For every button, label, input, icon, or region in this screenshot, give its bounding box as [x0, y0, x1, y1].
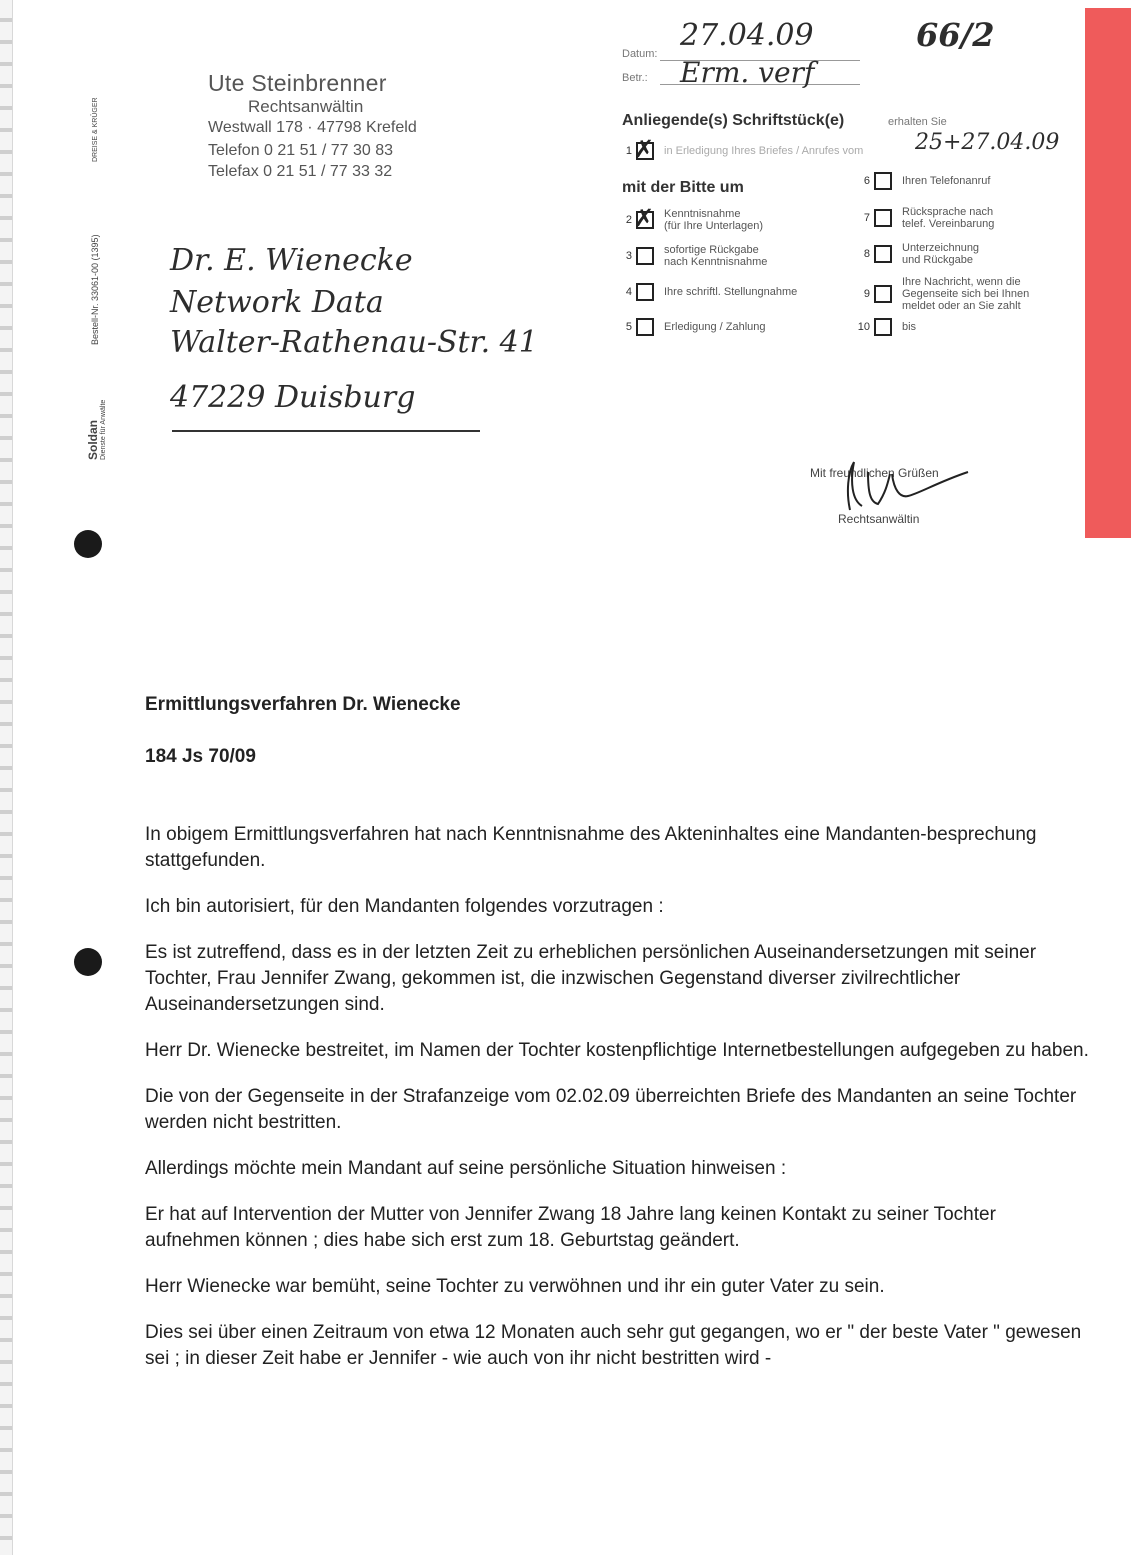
option-1[interactable]	[618, 135, 864, 163]
option-label: Ihre Nachricht, wenn die Gegenseite sich bei Ihnen meldet oder an Sie zahlt	[902, 276, 1030, 312]
enclosed-suffix: erhalten Sie	[888, 116, 947, 128]
checkbox[interactable]	[874, 285, 892, 303]
checkbox[interactable]	[634, 204, 655, 232]
option-label: Unterzeichnung und Rückgabe	[902, 242, 980, 266]
date-handwritten: 27.04.09	[680, 18, 814, 53]
recipient-line-4: 47229 Duisburg	[170, 380, 416, 415]
paragraph: Die von der Gegenseite in der Strafanzeige vom 02.02.09 überreichten Briefe des Mandanten an seine Tochter werden nicht bestritten.	[145, 1086, 1077, 1133]
checkbox[interactable]	[874, 245, 892, 263]
checkbox[interactable]	[636, 283, 654, 301]
checkbox[interactable]	[636, 247, 654, 265]
sender-name: Ute Steinbrenner	[208, 70, 387, 96]
option-number: 5	[625, 321, 632, 333]
paragraph: Ich bin autorisiert, für den Mandanten folgendes vorzutragen :	[145, 896, 664, 917]
date-label: Datum:	[622, 48, 658, 60]
recipient-line-1: Dr. E. Wienecke	[170, 243, 413, 278]
option-number: 10	[857, 321, 870, 333]
paragraph: In obigem Ermittlungsverfahren hat nach Kenntnisnahme des Akteninhaltes eine Mandanten-besprechung stattgefunden.	[145, 824, 1037, 871]
option-3[interactable]	[618, 244, 767, 268]
address-underline	[172, 430, 480, 432]
option-label: Erledigung / Zahlung	[664, 321, 766, 333]
subject-label: Betr.:	[622, 72, 648, 84]
request-label: mit der Bitte um	[622, 179, 744, 196]
option-5[interactable]	[618, 318, 766, 336]
option-label: sofortige Rückgabe nach Kenntnisnahme	[664, 244, 768, 268]
red-index-tab	[1085, 8, 1131, 538]
recipient-line-3: Walter-Rathenau-Str. 41	[170, 325, 538, 360]
letter-subject: Ermittlungsverfahren Dr. Wienecke	[145, 694, 461, 715]
paragraph: Herr Dr. Wienecke bestreitet, im Namen der Tochter kostenpflichtige Internetbestellungen aufgegeben zu haben.	[145, 1040, 1089, 1061]
option-4[interactable]	[618, 283, 797, 301]
check-mark-icon: ✗	[634, 135, 655, 163]
option-number: 2	[625, 214, 632, 226]
print-mark: DREISE & KRÜGER	[92, 97, 99, 162]
order-number: Bestell-Nr. 33061-00 (1395)	[90, 234, 100, 345]
option-number: 3	[625, 250, 632, 262]
closing-text: Mit freundlichen Grüßen	[810, 466, 939, 480]
sender-phone: Telefon 0 21 51 / 77 30 83	[208, 142, 394, 159]
binder-strip	[0, 0, 13, 1555]
paragraph: Er hat auf Intervention der Mutter von Jennifer Zwang 18 Jahre lang keinen Kontakt zu seiner Tochter aufnehmen können ; dies habe sich erst zum 18. Geburtstag geändert.	[145, 1204, 996, 1251]
letter-body	[145, 822, 1090, 1392]
check-mark-icon: ✗	[634, 204, 655, 232]
sender-address: Westwall 178 · 47798 Krefeld	[208, 119, 417, 136]
paragraph: Herr Wienecke war bemüht, seine Tochter zu verwöhnen und ihr ein guter Vater zu sein.	[145, 1276, 885, 1297]
option-label: Ihre schriftl. Stellungnahme	[664, 286, 798, 298]
letter-ref-label: in Erledigung Ihres Briefes / Anrufes vom	[664, 145, 864, 157]
publisher-subtitle: Dienste für Anwälte	[100, 399, 107, 460]
option-number: 8	[863, 248, 870, 260]
option-7[interactable]	[856, 206, 994, 230]
option-10[interactable]	[856, 318, 916, 336]
subject-handwritten: Erm. verf	[680, 56, 815, 89]
option-label: Ihren Telefonanruf	[902, 175, 991, 187]
publisher-logo: Soldan	[86, 419, 100, 460]
checkbox[interactable]	[874, 209, 892, 227]
option-number: 9	[863, 288, 870, 300]
paragraph: Es ist zutreffend, dass es in der letzten Zeit zu erheblichen persönlichen Auseinandersetzungen mit seiner Tochter, Frau Jennifer Zwang, gekommen ist, die inzwischen Gegenstand diverser zivilrechtlicher Auseinandersetzungen sind.	[145, 942, 1037, 1015]
file-number: 184 Js 70/09	[145, 746, 256, 767]
option-label: bis	[902, 321, 917, 333]
file-mark: 66/2	[916, 16, 995, 54]
sender-block	[208, 70, 417, 182]
punch-hole-top	[74, 530, 102, 558]
option-6[interactable]	[856, 172, 990, 190]
checkbox[interactable]	[634, 135, 655, 163]
signature-image	[838, 452, 978, 514]
enclosed-label: Anliegende(s) Schriftstück(e)	[622, 112, 845, 129]
checkbox[interactable]	[874, 318, 892, 336]
checkbox[interactable]	[874, 172, 892, 190]
paragraph: Dies sei über einen Zeitraum von etwa 12 Monaten auch sehr gut gegangen, wo er " der beste Vater " gewesen sei ; in dieser Zeit habe er Jennifer - wie auch von ihr nicht bestritten wird -	[145, 1322, 1082, 1369]
letter-ref-handwritten: 25+27.04.09	[915, 130, 1060, 155]
option-2[interactable]	[618, 204, 764, 232]
sender-title: Rechtsanwältin	[248, 97, 364, 116]
option-number: 1	[625, 145, 632, 157]
checkbox[interactable]	[636, 318, 654, 336]
option-label: Rücksprache nach telef. Vereinbarung	[902, 206, 995, 230]
recipient-line-2: Network Data	[170, 285, 384, 320]
option-number: 4	[625, 286, 632, 298]
option-9[interactable]	[856, 276, 1029, 312]
option-label: Kenntnisnahme (für Ihre Unterlagen)	[664, 208, 764, 232]
option-number: 7	[863, 212, 870, 224]
paragraph: Allerdings möchte mein Mandant auf seine persönliche Situation hinweisen :	[145, 1158, 787, 1179]
signature-role: Rechtsanwältin	[838, 512, 920, 526]
option-8[interactable]	[856, 242, 979, 266]
sender-fax: Telefax 0 21 51 / 77 33 32	[208, 163, 393, 180]
option-number: 6	[863, 175, 870, 187]
punch-hole-bottom	[74, 948, 102, 976]
